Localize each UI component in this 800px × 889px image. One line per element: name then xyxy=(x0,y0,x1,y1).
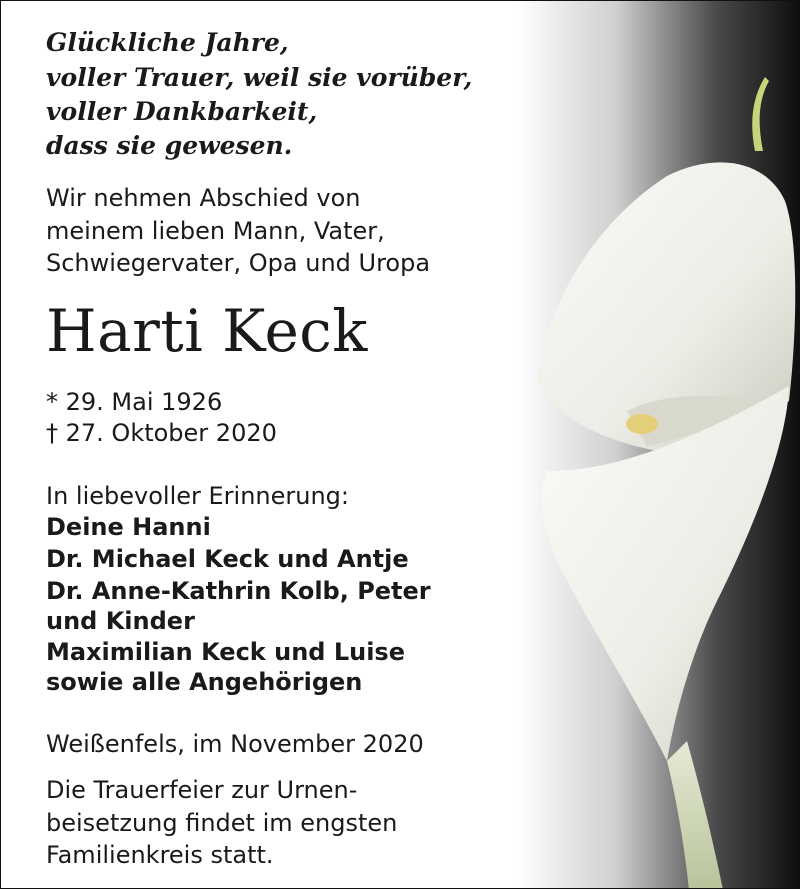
place-date: Weißenfels, im November 2020 xyxy=(46,730,424,758)
mourner-line: Dr. Anne-Kathrin Kolb, Peter xyxy=(46,577,431,605)
poem-line: Glückliche Jahre, xyxy=(46,28,289,57)
memory-heading: In liebevoller Erinnerung: xyxy=(46,482,349,510)
poem-line: dass sie gewesen. xyxy=(46,131,293,160)
poem-line: voller Dankbarkeit, xyxy=(46,97,318,126)
intro-line: Schwiegervater, Opa und Uropa xyxy=(46,249,431,277)
mourner-line: Dr. Michael Keck und Antje xyxy=(46,545,409,573)
intro-line: meinem lieben Mann, Vater, xyxy=(46,217,385,245)
deceased-name: Harti Keck xyxy=(46,297,368,365)
birth-date: * 29. Mai 1926 xyxy=(46,388,223,416)
mourner-line: Maximilian Keck und Luise xyxy=(46,638,405,666)
mourner-line: Deine Hanni xyxy=(46,513,211,541)
death-date: † 27. Oktober 2020 xyxy=(46,419,277,447)
calla-lily-image xyxy=(517,1,800,889)
funeral-note-line: beisetzung findet im engsten xyxy=(46,809,398,837)
funeral-note-line: Familienkreis statt. xyxy=(46,841,274,869)
intro-line: Wir nehmen Abschied von xyxy=(46,184,361,212)
calla-lily-icon xyxy=(517,1,800,889)
funeral-note-line: Die Trauerfeier zur Urnen- xyxy=(46,776,358,804)
mourner-line: und Kinder xyxy=(46,607,195,635)
poem-line: voller Trauer, weil sie vorüber, xyxy=(46,63,473,92)
mourner-line: sowie alle Angehörigen xyxy=(46,668,363,696)
